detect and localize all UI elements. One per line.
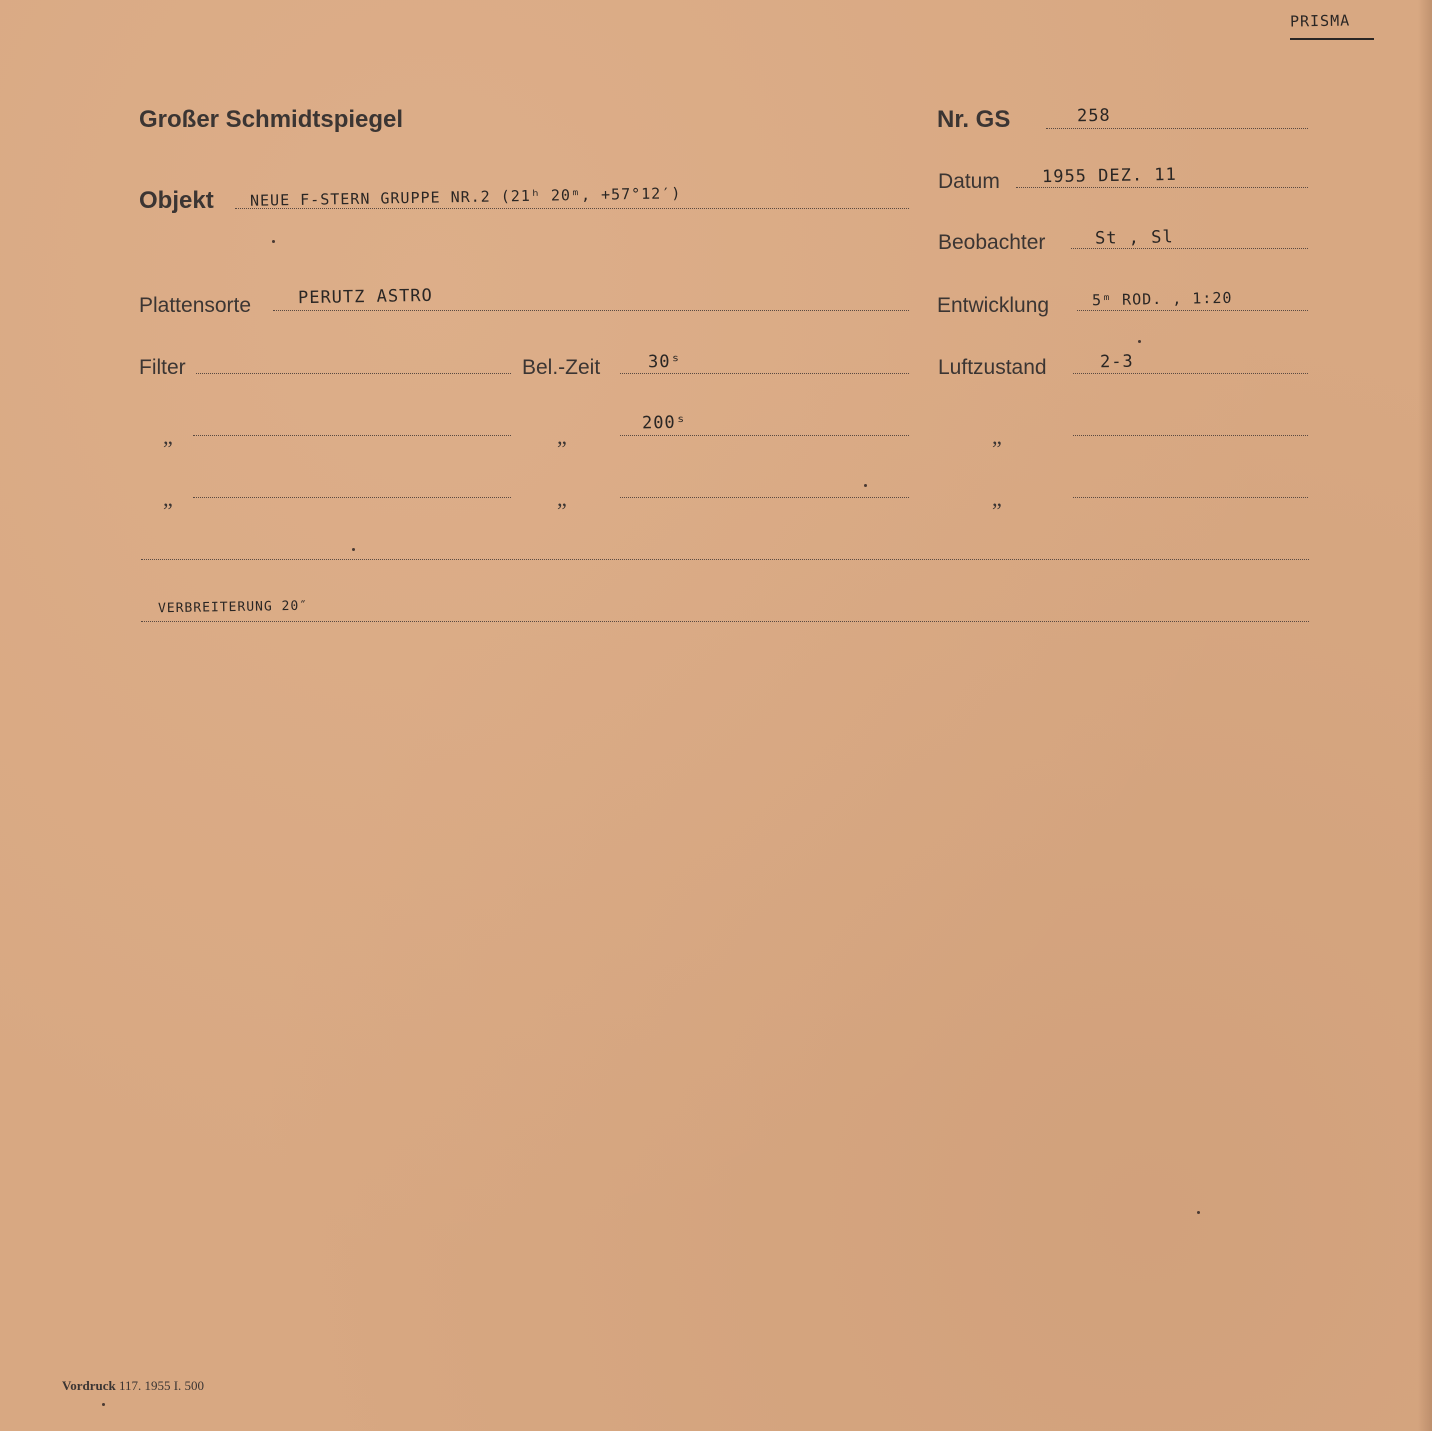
nr-gs-label: Nr. GS <box>937 106 1011 133</box>
ditto-belzeit-2: „ <box>557 486 567 511</box>
nr-gs-value: 258 <box>1076 105 1111 127</box>
filter-line-2 <box>193 435 511 436</box>
beobachter-label: Beobachter <box>938 231 1046 254</box>
plattensorte-label: Plattensorte <box>139 294 252 317</box>
belzeit-value-2: 200ˢ <box>641 412 688 434</box>
form-title: Großer Schmidtspiegel <box>139 106 404 133</box>
ditto-luft-1: „ <box>992 424 1002 449</box>
ditto-belzeit-1: „ <box>557 424 567 449</box>
luftzustand-label: Luftzustand <box>938 356 1047 379</box>
card-edge-shadow <box>1418 0 1432 1431</box>
filter-line-1 <box>196 373 511 374</box>
luftzustand-value: 2-3 <box>1099 351 1134 373</box>
prisma-note: PRISMA <box>1289 11 1351 31</box>
filter-label: Filter <box>139 356 186 379</box>
plattensorte-line <box>273 310 909 311</box>
entwicklung-label: Entwicklung <box>937 294 1050 317</box>
datum-label: Datum <box>938 170 1000 193</box>
paper-speck <box>352 548 355 551</box>
entwicklung-value: 5ᵐ ROD. , 1:20 <box>1091 288 1233 310</box>
filter-line-3 <box>193 497 511 498</box>
belzeit-value-1: 30ˢ <box>647 351 682 373</box>
paper-speck <box>272 240 275 243</box>
belzeit-label: Bel.-Zeit <box>522 356 601 379</box>
ditto-luft-2: „ <box>992 486 1002 511</box>
ditto-filter-1: „ <box>163 424 173 449</box>
paper-speck <box>1138 340 1141 343</box>
beobachter-value: St , Sl <box>1094 227 1174 249</box>
belzeit-line-3 <box>620 497 909 498</box>
notes-value: VERBREITERUNG 20″ <box>157 598 309 617</box>
belzeit-line-1 <box>620 373 909 374</box>
luftzustand-line-1 <box>1073 373 1308 374</box>
notes-line-2 <box>141 621 1309 622</box>
print-info: 117. 1955 I. 500 <box>118 1378 205 1393</box>
paper-speck <box>864 484 867 487</box>
plattensorte-value: PERUTZ ASTRO <box>297 285 433 309</box>
datum-line <box>1016 187 1308 188</box>
luftzustand-line-3 <box>1073 497 1308 498</box>
paper-speck <box>102 1403 105 1406</box>
luftzustand-line-2 <box>1073 435 1308 436</box>
paper-speck <box>1197 1211 1200 1214</box>
objekt-label: Objekt <box>139 187 214 214</box>
vordruck-label: Vordruck <box>62 1378 116 1393</box>
form-footer <box>62 1378 204 1394</box>
belzeit-line-2 <box>620 435 909 436</box>
prisma-underline <box>1290 38 1374 40</box>
datum-value: 1955 DEZ. 11 <box>1041 164 1177 188</box>
ditto-filter-2: „ <box>163 486 173 511</box>
notes-line-1 <box>141 559 1309 560</box>
nr-gs-line <box>1046 128 1308 129</box>
objekt-value: NEUE F-STERN GRUPPE NR.2 (21ʰ 20ᵐ, +57°12′) <box>249 184 682 210</box>
entwicklung-line <box>1077 310 1308 311</box>
